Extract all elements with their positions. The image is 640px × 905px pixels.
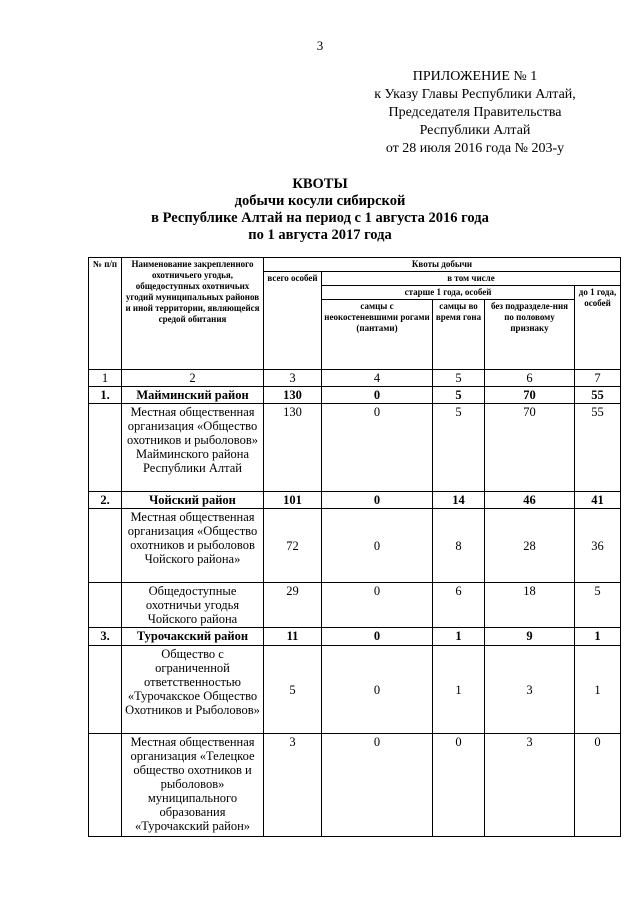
row-under: 55 [575, 404, 621, 492]
row-males: 0 [322, 509, 433, 583]
row-nosex: 28 [485, 509, 575, 583]
row-num: 3. [89, 628, 122, 646]
table-row [89, 734, 621, 837]
header-quotas: Квоты добычи [264, 258, 621, 272]
header-including: в том числе [322, 272, 621, 286]
row-males-rut: 6 [433, 583, 485, 628]
row-name: Общедоступные охотничьи угодья Чойского района [122, 583, 264, 628]
row-total: 11 [264, 628, 322, 646]
row-num [89, 734, 122, 837]
row-males-rut: 14 [433, 492, 485, 509]
row-nosex: 3 [485, 734, 575, 837]
quota-table [88, 257, 621, 837]
col-number: 5 [433, 370, 485, 387]
row-total: 3 [264, 734, 322, 837]
header-older: старше 1 года, особей [322, 286, 575, 300]
row-males: 0 [322, 404, 433, 492]
row-under: 55 [575, 387, 621, 404]
row-nosex: 3 [485, 646, 575, 734]
col-number: 1 [89, 370, 122, 387]
table-row [89, 646, 621, 734]
row-num: 1. [89, 387, 122, 404]
row-total: 29 [264, 583, 322, 628]
row-nosex: 9 [485, 628, 575, 646]
row-males-rut: 1 [433, 646, 485, 734]
row-males-rut: 0 [433, 734, 485, 837]
header-under: до 1 года, особей [575, 286, 621, 370]
row-males-rut: 8 [433, 509, 485, 583]
header-name: Наименование закрепленного охотничьего угодья, общедоступных охотничьих угодий муниципальных районов и иной территории, являющейся средой обитания [122, 258, 264, 370]
header-males-rut: самцы во время гона [433, 300, 485, 370]
row-nosex: 70 [485, 387, 575, 404]
col-number: 6 [485, 370, 575, 387]
row-total: 130 [264, 387, 322, 404]
row-total: 130 [264, 404, 322, 492]
row-under: 1 [575, 628, 621, 646]
row-name: Турочакский район [122, 628, 264, 646]
header-nosex: без подразделе-ния по половому признаку [485, 300, 575, 370]
page-number: 3 [316, 38, 324, 53]
title-line: в Республике Алтай на период с 1 августа 2016 года [151, 210, 489, 226]
row-num [89, 404, 122, 492]
appendix-line: ПРИЛОЖЕНИЕ № 1 [412, 69, 538, 84]
row-under: 0 [575, 734, 621, 837]
header-total: всего особей [264, 272, 322, 370]
row-under: 36 [575, 509, 621, 583]
row-num [89, 509, 122, 583]
row-total: 101 [264, 492, 322, 509]
row-males: 0 [322, 387, 433, 404]
row-males-rut: 5 [433, 387, 485, 404]
row-num: 2. [89, 492, 122, 509]
table-row-district [89, 628, 621, 646]
appendix-line: Республики Алтай [419, 123, 531, 138]
table-row [89, 583, 621, 628]
row-num [89, 583, 122, 628]
row-name: Местная общественная организация «Телецкое общество охотников и рыболовов» муниципального образования «Турочакский район» [122, 734, 264, 837]
header-num: № п/п [89, 258, 122, 370]
header-males: самцы с неокостеневшими рогами (пантами) [322, 300, 433, 370]
title-line: по 1 августа 2017 года [248, 227, 392, 243]
row-nosex: 46 [485, 492, 575, 509]
row-males: 0 [322, 734, 433, 837]
row-name: Чойский район [122, 492, 264, 509]
row-name: Общество с ограниченной ответственностью «Турочакское Общество Охотников и Рыболовов» [122, 646, 264, 734]
document-title [0, 176, 640, 244]
title-line: добычи косули сибирской [234, 193, 406, 209]
table-row-district [89, 492, 621, 509]
row-males: 0 [322, 646, 433, 734]
row-under: 1 [575, 646, 621, 734]
row-males: 0 [322, 628, 433, 646]
table-row-district [89, 387, 621, 404]
col-number: 7 [575, 370, 621, 387]
row-males-rut: 1 [433, 628, 485, 646]
row-total: 72 [264, 509, 322, 583]
col-number: 3 [264, 370, 322, 387]
appendix-line: к Указу Главы Республики Алтай, [374, 87, 576, 102]
appendix-line: Председателя Правительства [388, 105, 562, 120]
col-number: 2 [122, 370, 264, 387]
appendix-line: от 28 июля 2016 года № 203-у [385, 141, 565, 156]
row-name: Местная общественная организация «Общество охотников и рыболовов» Майминского района Республики Алтай [122, 404, 264, 492]
col-number: 4 [322, 370, 433, 387]
row-under: 5 [575, 583, 621, 628]
table-row [89, 404, 621, 492]
row-num [89, 646, 122, 734]
row-nosex: 70 [485, 404, 575, 492]
row-males-rut: 5 [433, 404, 485, 492]
appendix-block [330, 68, 620, 158]
row-total: 5 [264, 646, 322, 734]
row-name: Майминский район [122, 387, 264, 404]
row-under: 41 [575, 492, 621, 509]
row-males: 0 [322, 583, 433, 628]
row-name: Местная общественная организация «Общество охотников и рыболовов Чойского района» [122, 509, 264, 583]
row-males: 0 [322, 492, 433, 509]
row-nosex: 18 [485, 583, 575, 628]
title-line: КВОТЫ [292, 176, 348, 192]
table-row [89, 509, 621, 583]
